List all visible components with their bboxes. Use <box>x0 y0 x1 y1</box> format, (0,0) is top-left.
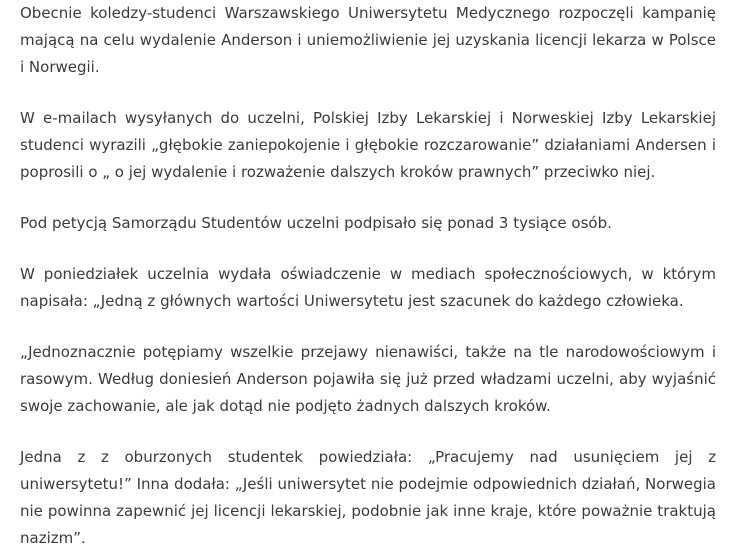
paragraph: Jedna z z oburzonych studentek powiedziała: „Pracujemy nad usunięciem jej z uniwersytetu!” Inna dodała: „Jeśli uniwersytet nie podejmie odpowiednich działań, Norwegia nie powinna zapewnić jej licencji lekarskiej, podobnie jak inne kraje, które poważnie traktują nazizm”. <box>20 448 716 547</box>
paragraph: „Jednoznacznie potępiamy wszelkie przejawy nienawiści, także na tle narodowościowym i rasowym. Według doniesień Anderson pojawiła się już przed władzami uczelni, aby wyjaśnić swoje zachowanie, ale jak dotąd nie podjęto żadnych dalszych kroków. <box>20 343 716 415</box>
paragraph: W poniedziałek uczelnia wydała oświadczenie w mediach społecznościowych, w którym napisała: „Jedną z głównych wartości Uniwersytetu jest szacunek do każdego człowieka. <box>20 265 716 310</box>
paragraph: W e-mailach wysyłanych do uczelni, Polskiej Izby Lekarskiej i Norweskiej Izby Lekarskiej studenci wyrazili „głębokie zaniepokojenie i głębokie rozczarowanie” działaniami Andersen i poprosili o „ o jej wydalenie i rozważenie dalszych kroków prawnych” przeciwko niej. <box>20 109 716 181</box>
paragraph: Obecnie koledzy-studenci Warszawskiego Uniwersytetu Medycznego rozpoczęli kampanię mającą na celu wydalenie Anderson i uniemożliwienie jej uzyskania licencji lekarza w Polsce i Norwegii. <box>20 4 716 76</box>
paragraph: Pod petycją Samorządu Studentów uczelni podpisało się ponad 3 tysiące osób. <box>20 214 612 232</box>
